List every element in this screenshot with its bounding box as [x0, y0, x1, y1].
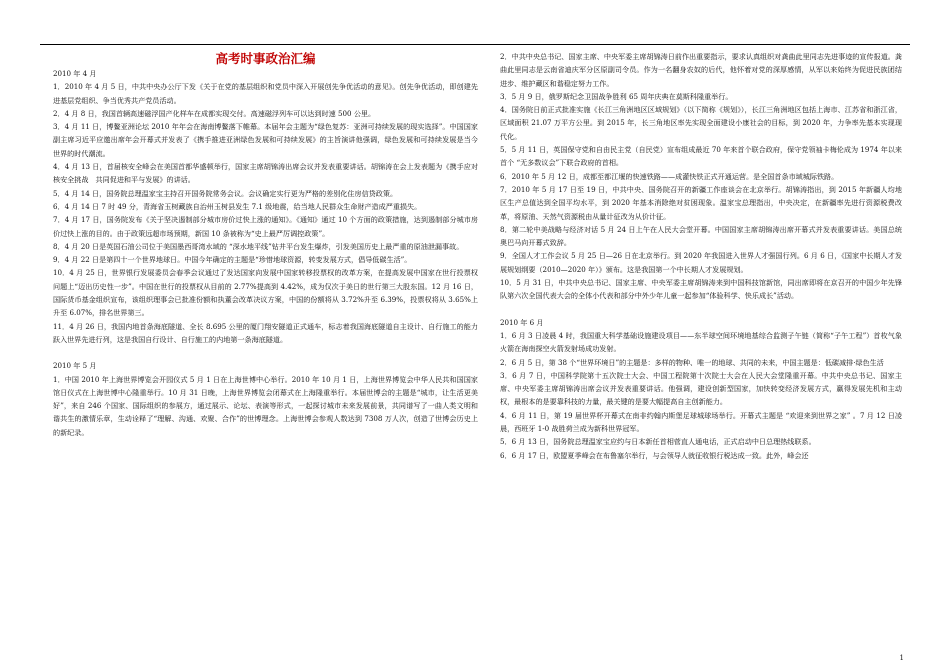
- list-item: 2．6 月 5 日，第 38 个“世界环境日”的主题是：多样的物种、唯一的地球、共同的未来，中国主题是：低碳减排·绿色生活: [500, 357, 884, 367]
- list-item: 10．5 月 31 日，中共中央总书记、国家主席、中央军委主席胡锦涛来到中国科技馆新馆，同出席即将在京召开的中国少年先锋队第六次全国代表大会的全体小代表和部分中外少年儿童一起参加“体验科学、快乐成长”活动。: [500, 278, 902, 301]
- list-item: 2．中共中央总书记、国家主席、中央军委主席胡锦涛日前作出重要指示，要求认真组织对龚曲此里同志先进事迹的宣传报道。龚曲此里同志是云南省迪庆军分区原副司令员。作为一名翻身农奴的后代，他怀着对党的深厚感情，从军以来始终为促进民族团结进步、维护藏区和谐稳定努力工作。: [500, 52, 902, 88]
- list-item: 3．4 月 11 日，博鳌亚洲论坛 2010 年年会在海南博鳌落下帷幕。本届年会主题为“绿色复苏：亚洲可持续发展的现实选择”。中国国家副主席习近平应邀出席年会开幕式并发表了《携手推进亚洲绿色发展和可持续发展》的主旨演讲他强调，绿色发展和可持续发展是当今世界的时代潮流。: [53, 122, 478, 158]
- list-item: 7．2010 年 5 月 17 日至 19 日，中共中央、国务院召开的新疆工作座谈会在北京举行。胡锦涛指出，到 2015 年新疆人均地区生产总值达到全国平均水平，到 2020 年基本消除绝对贫困现象。温家宝总理指出，中央决定，在新疆率先进行资源税费改革，将原油、天然气资源税由从量计征改为从价计征。: [500, 184, 902, 221]
- month-heading-april: 2010 年 4 月: [53, 69, 97, 78]
- list-item: 3．5 月 9 日，俄罗斯纪念卫国战争胜利 65 周年庆典在莫斯科隆重举行。: [500, 91, 733, 101]
- list-item: 5．5 月 11 日，英国保守党和自由民主党（自民党）宣布组成最近 70 年来首个联合政府，保守党领袖卡梅伦成为 1974 年以来首个 “无多数议会”下联合政府的首相。: [500, 145, 902, 168]
- list-item: 11．4 月 26 日，我国内地首条海底隧道、全长 8.695 公里的厦门翔安隧道正式通车，标志着我国海底隧道自主设计、自行施工的能力跃入世界先进行列，这是我国自行设计、自行施工的内地第一条海底隧道。: [53, 321, 478, 344]
- may-continued-items: [500, 50, 902, 303]
- month-heading-june: 2010 年 6 月: [500, 317, 544, 327]
- june-items: [500, 329, 902, 462]
- right-column: [500, 50, 902, 462]
- header-rule: [40, 44, 910, 45]
- list-item: 8．第二轮中美战略与经济对话 5 月 24 日上午在人民大会堂开幕。中国国家主席胡锦涛出席开幕式并发表重要讲话。美国总统奥巴马向开幕式致辞。: [500, 224, 902, 248]
- list-item: 6．2010 年 5 月 12 日，成都至都江堰的快速铁路——成灌快铁正式开通运营。是全国首条市域城际铁路。: [500, 171, 839, 181]
- section-gap: [53, 346, 478, 359]
- document-title: 高考时事政治汇编: [215, 51, 316, 66]
- month-heading-may: 2010 年 5 月: [53, 361, 97, 371]
- page-number: 1: [899, 654, 904, 662]
- list-item: 8．4 月 20 日是英国石油公司位于美国墨西哥湾水域的 “深水地平线”钻井平台发生爆炸，引发美国历史上最严重的原油泄漏事故。: [53, 241, 464, 251]
- list-item: 10．4 月 25 日，世界银行发展委员会春季会议通过了发达国家向发展中国家转移投票权的改革方案，在提高发展中国家在世行投票权问题上“迈出历史性一步”。中国在世行的投票权从目前的 2.77%提高到 4.42%，成为仅次于美日的世行第三大股东国。12 月 16 日，国际货币基金组织宣布，该组织理事会已批准份额和执董会改革决议方案，中国的份额将从 3.72%升至 6.39%，投票权将从 3.65%上升至 6.07%，排名世界第三。: [53, 268, 478, 318]
- list-item: 4．国务院日前正式批准实施《长江三角洲地区区域规划》（以下简称《规划》），长江三角洲地区包括上海市、江苏省和浙江省，区域面积 21.07 万平方公里。到 2015 年，长三角地区率先实现全面建设小康社会的目标，到 2020 年，力争率先基本实现现代化。: [500, 105, 902, 141]
- list-item: 1．6 月 3 日凌晨 4 时，我国重大科学基础设施建设项目——东半球空间环境地基综合监测子午链（简称“子午工程”）首枚气象火箭在海南探空火箭发射场成功发射。: [500, 330, 902, 354]
- list-item: 9．4 月 22 日是第四十一个世界地球日。中国今年确定的主题是“珍惜地球资源，转变发展方式，倡导低碳生活”。: [53, 255, 412, 265]
- list-item: 1．2010 年 4 月 5 日，中共中央办公厅下发《关于在党的基层组织和党员中深入开展创先争优活动的意见》。创先争优活动，即创建先进基层党组织、争当优秀共产党员活动。: [53, 82, 478, 105]
- april-items: [53, 80, 478, 346]
- may-items: [53, 373, 478, 439]
- section-gap: [500, 303, 902, 316]
- list-item: 2．4 月 8 日，我国首辆高速磁浮国产化样车在成都实现交付。高速磁浮列车可以达到时速 500 公里。: [53, 108, 376, 118]
- list-item: 4．6 月 11 日，第 19 届世界杯开幕式在南非约翰内斯堡足球城球场举行。开幕式主题是 “欢迎来到世界之家” 。7 月 12 日凌晨，西班牙 1-0 战胜荷兰成为新科世界冠军。: [500, 410, 902, 434]
- list-item: 5．4 月 14 日，国务院总理温家宝主持召开国务院常务会议。会议确定实行更为严格的差别化住房信贷政策。: [53, 188, 398, 198]
- list-item: 5．6 月 13 日，国务院总理温家宝应约与日本新任首相菅直人通电话，正式启动中日总理热线联系。: [500, 437, 816, 447]
- list-item: 4．4 月 13 日，首届核安全峰会在美国首都华盛顿举行，国家主席胡锦涛出席会议并发表重要讲话。胡锦涛在会上发表题为《携手应对核安全挑战 共同促进和平与发展》的讲话。: [53, 162, 478, 185]
- list-item: 9．全国人才工作会议 5 月 25 日—26 日在北京举行。到 2020 年我国进入世界人才强国行列。6 月 6 日，《国家中长期人才发展规划纲要（2010—2020 年）》颁布。这是我国第一个中长期人才发展规划。: [500, 251, 902, 274]
- list-item: 6．6 月 17 日，欧盟夏季峰会在布鲁塞尔举行，与会领导人就征收银行税达成一致。此外，峰会还: [500, 450, 809, 460]
- list-item: 1．中国 2010 年上海世界博览会开园仪式 5 月 1 日在上海世博中心举行。2010 年 10 月 1 日，上海世界博览会中华人民共和国国家馆日仪式在上海世博中心隆重举行。10 月 31 日晚，上海世界博览会闭幕式在上海隆重举行。本届世博会的主题是“城市，让生活更美好”，来自 246 个国家、国际组织的参展方，通过展示、论坛、表演等形式，一起探讨城市未来发展前景，共同谱写了一曲人类文明和谐共生的激情乐章，生动诠释了“理解、沟通、欢聚、合作”的世博理念。上海世博会参观人数达到 7308 万人次，创造了世博会历史上的新纪录。: [53, 374, 478, 437]
- list-item: 7．4 月 17 日，国务院发布《关于坚决遏制部分城市房价过快上涨的通知》。《通知》通过 10 个方面的政策措施，达到遏制部分城市房价过快上涨的目的。由于政策远超市场预期，新国 10 条被称为“史上最严厉调控政策”。: [53, 215, 478, 238]
- left-column: [53, 50, 478, 439]
- list-item: 6．4 月 14 日 7 时 49 分，青海省玉树藏族自治州玉树县发生 7.1 级地震，给当地人民群众生命财产造成严重损失。: [53, 201, 422, 211]
- list-item: 3．6 月 7 日，中国科学院第十五次院士大会、中国工程院第十次院士大会在人民大会堂隆重开幕。中共中央总书记、国家主席、中央军委主席胡锦涛出席会议并发表重要讲话。他强调，建设创新型国家，加快转变经济发展方式，赢得发展先机和主动权，最根本的是要靠科技的力量，最关键的是要大幅提高自主创新能力。: [500, 370, 902, 407]
